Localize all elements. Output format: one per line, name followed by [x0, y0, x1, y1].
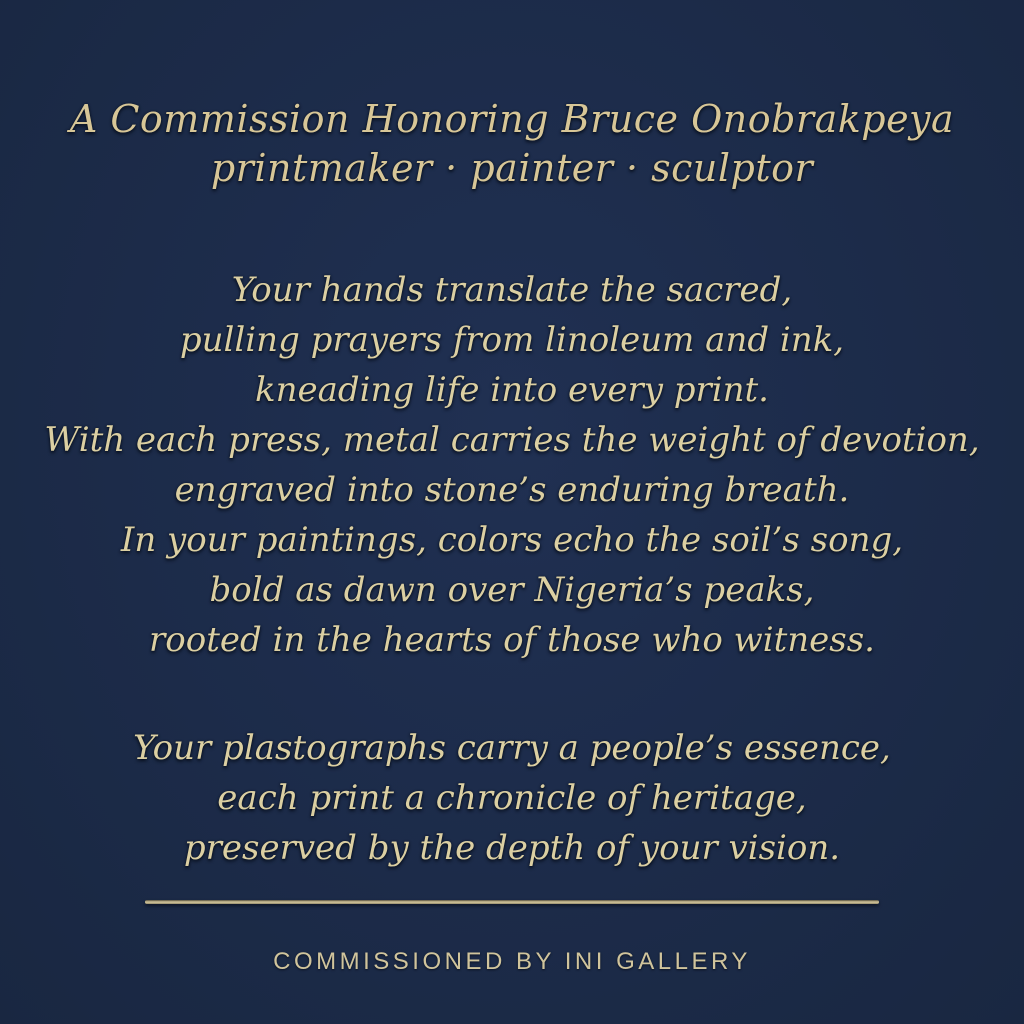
poem-line: With each press, metal carries the weight of devotion, [44, 420, 980, 460]
poster-subtitle: printmaker · painter · sculptor [210, 146, 814, 190]
poem-line: engraved into stone’s enduring breath. [174, 470, 850, 510]
title-block [0, 95, 1024, 193]
poster-title: A Commission Honoring Bruce Onobrakpeya [69, 97, 955, 141]
poem-line: Your hands translate the sacred, [231, 270, 793, 310]
poem-line: kneading life into every print. [255, 370, 769, 410]
poem-stanza-2 [0, 723, 1024, 873]
poem-line: each print a chronicle of heritage, [217, 778, 807, 818]
poem-line: bold as dawn over Nigeria’s peaks, [209, 570, 815, 610]
poem-line: Your plastographs carry a people’s essence, [133, 728, 891, 768]
poem-line: preserved by the depth of your vision. [183, 828, 841, 868]
poem-line: rooted in the hearts of those who witness. [149, 620, 875, 660]
footer-credit: COMMISSIONED BY INI GALLERY [273, 948, 751, 975]
poem-line: pulling prayers from linoleum and ink, [179, 320, 845, 360]
divider-rule [145, 900, 879, 904]
poem-stanza-1 [0, 265, 1024, 665]
poem-line: In your paintings, colors echo the soil’s song, [120, 520, 904, 560]
